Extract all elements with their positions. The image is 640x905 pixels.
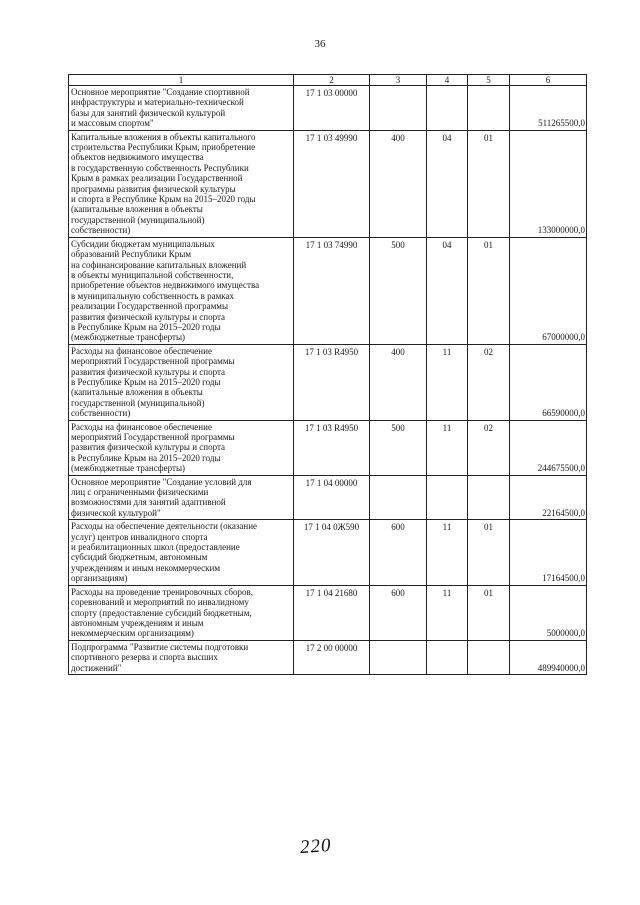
row-code-cell: 17 1 03 00000 bbox=[294, 86, 370, 131]
column-header: 4 bbox=[427, 75, 468, 86]
row-code-cell: 17 1 04 00000 bbox=[294, 475, 370, 520]
table-row bbox=[69, 585, 587, 640]
row-name-cell: Расходы на обеспечение деятельности (оказание услуг) центров инвалидного спорта и реабилитационных школ (предоставление субсидий бюджетным, автономным учреждениям и иным некоммерческим организациям) bbox=[69, 520, 294, 585]
table-row bbox=[69, 640, 587, 674]
row-expense-type-cell bbox=[370, 640, 427, 674]
row-name-cell: Подпрограмма "Развитие системы подготовки спортивного резерва и спорта высших достижений" bbox=[69, 640, 294, 674]
row-name-cell: Расходы на финансовое обеспечение мероприятий Государственной программы развития физической культуры и спорта в Республике Крым на 2015–2020 годы (капитальные вложения в объекты государственной (муниципальной) собственности) bbox=[69, 344, 294, 420]
column-header: 5 bbox=[468, 75, 510, 86]
row-section-cell bbox=[427, 475, 468, 520]
row-amount-cell: 67000000,0 bbox=[510, 237, 587, 344]
row-expense-type-cell: 600 bbox=[370, 520, 427, 585]
row-name-cell: Субсидии бюджетам муниципальных образований Республики Крым на софинансирование капитальных вложений в объекты муниципальной собственности, приобретение объектов недвижимого имущества в муниципальную собственность в рамках реализации Государственной программы развития физической культуры и спорта в Республике Крым на 2015–2020 годы (межбюджетные трансферты) bbox=[69, 237, 294, 344]
handwritten-page-mark: 220 bbox=[299, 834, 333, 859]
row-section-cell: 04 bbox=[427, 130, 468, 237]
row-subsection-cell: 02 bbox=[468, 344, 510, 420]
row-expense-type-cell bbox=[370, 86, 427, 131]
row-section-cell bbox=[427, 86, 468, 131]
row-expense-type-cell: 400 bbox=[370, 130, 427, 237]
row-subsection-cell: 01 bbox=[468, 585, 510, 640]
row-amount-cell: 511265500,0 bbox=[510, 86, 587, 131]
row-subsection-cell: 01 bbox=[468, 520, 510, 585]
table-row bbox=[69, 237, 587, 344]
row-expense-type-cell: 400 bbox=[370, 344, 427, 420]
row-subsection-cell: 01 bbox=[468, 237, 510, 344]
row-code-cell: 17 1 03 74990 bbox=[294, 237, 370, 344]
row-section-cell: 11 bbox=[427, 420, 468, 475]
row-expense-type-cell: 500 bbox=[370, 420, 427, 475]
column-header: 2 bbox=[294, 75, 370, 86]
row-code-cell: 17 1 04 0Ж590 bbox=[294, 520, 370, 585]
row-code-cell: 17 1 03 R4950 bbox=[294, 344, 370, 420]
row-expense-type-cell bbox=[370, 475, 427, 520]
row-code-cell: 17 1 04 21680 bbox=[294, 585, 370, 640]
row-expense-type-cell: 600 bbox=[370, 585, 427, 640]
table-row bbox=[69, 86, 587, 131]
row-amount-cell: 17164500,0 bbox=[510, 520, 587, 585]
row-code-cell: 17 2 00 00000 bbox=[294, 640, 370, 674]
row-section-cell: 11 bbox=[427, 520, 468, 585]
row-name-cell: Капитальные вложения в объекты капитального строительства Республики Крым, приобретение объектов недвижимого имущества в государственную собственность Республики Крым в рамках реализации Государственной программы развития физической культуры и спорта в Республике Крым на 2015–2020 годы (капитальные вложения в объекты государственной (муниципальной) собственности) bbox=[69, 130, 294, 237]
row-amount-cell: 133000000,0 bbox=[510, 130, 587, 237]
row-section-cell bbox=[427, 640, 468, 674]
row-name-cell: Расходы на финансовое обеспечение мероприятий Государственной программы развития физической культуры и спорта в Республике Крым на 2015–2020 годы (межбюджетные трансферты) bbox=[69, 420, 294, 475]
row-section-cell: 11 bbox=[427, 344, 468, 420]
budget-table bbox=[68, 74, 587, 675]
row-subsection-cell bbox=[468, 475, 510, 520]
row-subsection-cell bbox=[468, 86, 510, 131]
table-row bbox=[69, 420, 587, 475]
row-amount-cell: 5000000,0 bbox=[510, 585, 587, 640]
table-row bbox=[69, 475, 587, 520]
column-number-row bbox=[69, 75, 587, 86]
row-name-cell: Расходы на проведение тренировочных сборов, соревнований и мероприятий по инвалидному спорту (предоставление субсидий бюджетным, автономным учреждениям и иным некоммерческим организациям) bbox=[69, 585, 294, 640]
row-name-cell: Основное мероприятие "Создание спортивной инфраструктуры и материально-технической базы для занятий физической культурой и массовым спортом" bbox=[69, 86, 294, 131]
row-subsection-cell: 02 bbox=[468, 420, 510, 475]
row-code-cell: 17 1 03 R4950 bbox=[294, 420, 370, 475]
row-section-cell: 04 bbox=[427, 237, 468, 344]
row-name-cell: Основное мероприятие "Создание условий для лиц с ограниченными физическими возможностями для занятий адаптивной физической культурой" bbox=[69, 475, 294, 520]
table-row bbox=[69, 130, 587, 237]
page-number: 36 bbox=[314, 38, 326, 50]
row-amount-cell: 489940000,0 bbox=[510, 640, 587, 674]
row-expense-type-cell: 500 bbox=[370, 237, 427, 344]
row-section-cell: 11 bbox=[427, 585, 468, 640]
row-subsection-cell bbox=[468, 640, 510, 674]
row-code-cell: 17 1 03 49990 bbox=[294, 130, 370, 237]
column-header: 1 bbox=[69, 75, 294, 86]
row-amount-cell: 22164500,0 bbox=[510, 475, 587, 520]
row-amount-cell: 66590000,0 bbox=[510, 344, 587, 420]
column-header: 6 bbox=[510, 75, 587, 86]
row-amount-cell: 244675500,0 bbox=[510, 420, 587, 475]
row-subsection-cell: 01 bbox=[468, 130, 510, 237]
column-header: 3 bbox=[370, 75, 427, 86]
table-row bbox=[69, 520, 587, 585]
table-row bbox=[69, 344, 587, 420]
